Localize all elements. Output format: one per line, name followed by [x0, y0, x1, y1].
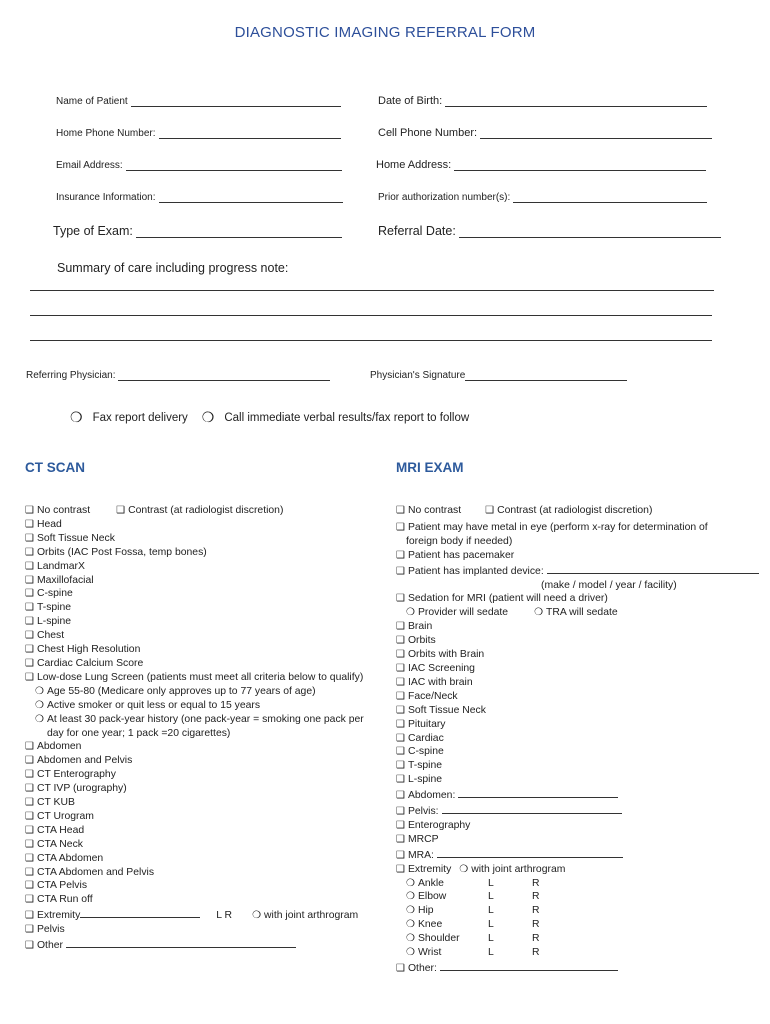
mri-joint-label: Shoulder	[417, 933, 460, 945]
ct-lung-criterion-label: Age 55-80 (Medicare only approves up to 77 years of age)	[46, 685, 316, 697]
checkbox-icon[interactable]: ❑	[25, 880, 34, 892]
mri-tra-sedate: TRA will sedate	[546, 607, 618, 619]
dob-field[interactable]	[378, 95, 707, 107]
mri-item	[396, 634, 759, 648]
home-phone-field[interactable]	[56, 128, 341, 139]
referring-physician-field[interactable]	[26, 370, 330, 381]
checkbox-icon[interactable]: ❑	[396, 549, 405, 561]
mri-other-label: Other:	[407, 963, 437, 974]
dob-label: Date of Birth:	[378, 95, 443, 107]
checkbox-icon[interactable]: ❑	[25, 741, 34, 753]
ct-other-label: Other	[36, 940, 63, 952]
ct-item-label: CTA Pelvis	[36, 880, 88, 892]
mri-item	[396, 718, 759, 732]
mri-item-label: C-spine	[407, 746, 444, 758]
mri-implanted-label: Patient has implanted device:	[407, 565, 544, 577]
mri-item-label: T-spine	[407, 760, 443, 772]
mri-exam-heading: MRI EXAM	[396, 460, 464, 475]
mri-mrcp-row	[396, 833, 759, 847]
mri-item	[396, 620, 759, 634]
ct-contrast: Contrast (at radiologist discretion)	[128, 505, 284, 516]
checkbox-icon[interactable]: ❑	[396, 849, 405, 861]
checkbox-icon[interactable]: ❑	[485, 505, 495, 516]
ct-pelvis-label: Pelvis	[36, 924, 65, 936]
ct-lung-criterion-label: Active smoker or quit less or equal to 15 years	[46, 699, 261, 711]
mri-item-label: Orbits	[407, 635, 436, 647]
ct-item-label: Low-dose Lung Screen (patients must meet all criteria below to qualify)	[36, 671, 364, 683]
ct-item-label: T-spine	[36, 602, 72, 614]
checkbox-icon[interactable]: ❑	[25, 532, 34, 544]
ct-item	[25, 643, 364, 657]
mri-mrcp-label: MRCP	[407, 833, 439, 845]
referral-date-field[interactable]	[378, 224, 721, 238]
mri-item	[396, 690, 759, 704]
mri-item	[396, 662, 759, 676]
ct-item	[25, 518, 364, 532]
radio-icon[interactable]: ❍	[406, 877, 415, 889]
checkbox-icon[interactable]: ❑	[396, 621, 405, 633]
ct-item	[25, 754, 364, 768]
ct-other-row	[25, 937, 364, 953]
checkbox-icon[interactable]: ❑	[25, 518, 34, 530]
checkbox-icon[interactable]: ❑	[396, 774, 405, 786]
ct-item	[25, 546, 364, 560]
ct-item	[25, 574, 364, 588]
ct-item	[25, 810, 364, 824]
ct-item-label: C-spine	[36, 588, 73, 600]
prior-auth-field[interactable]	[378, 192, 707, 203]
checkbox-icon[interactable]: ❑	[396, 718, 405, 730]
checkbox-icon[interactable]: ❑	[396, 863, 405, 875]
ct-item	[25, 879, 364, 893]
type-exam-field[interactable]	[53, 224, 342, 238]
mri-item	[396, 759, 759, 773]
mri-joint-left[interactable]: L	[487, 947, 494, 959]
checkbox-icon[interactable]: ❑	[116, 505, 126, 516]
mri-joint-row	[396, 904, 759, 918]
mri-joint-label: Knee	[417, 919, 443, 931]
mri-device-note: (make / model / year / facility)	[541, 579, 677, 591]
checkbox-icon[interactable]: ❑	[25, 797, 34, 809]
checkbox-icon[interactable]: ❑	[396, 521, 405, 533]
mri-joint-row	[396, 877, 759, 891]
checkbox-icon[interactable]: ❑	[25, 783, 34, 795]
checkbox-icon[interactable]: ❑	[25, 852, 34, 864]
mri-no-contrast: No contrast	[407, 505, 462, 516]
mri-joint-left[interactable]: L	[487, 877, 494, 889]
ct-item	[25, 532, 364, 546]
referring-physician-label: Referring Physician:	[26, 370, 116, 381]
ct-item	[25, 657, 364, 671]
checkbox-icon[interactable]: ❑	[25, 910, 34, 922]
mri-joint-row	[396, 890, 759, 904]
mri-joint-label: Wrist	[417, 947, 442, 959]
checkbox-icon[interactable]: ❑	[396, 790, 405, 802]
ct-item	[25, 671, 364, 685]
mri-pacemaker-label: Patient has pacemaker	[407, 549, 515, 561]
mri-joint-right[interactable]: R	[531, 891, 540, 903]
referral-date-label: Referral Date:	[378, 224, 456, 238]
mri-item	[396, 773, 759, 787]
checkbox-icon[interactable]: ❑	[25, 560, 34, 572]
radio-icon[interactable]: ❍	[406, 607, 415, 619]
checkbox-icon[interactable]: ❑	[25, 602, 34, 614]
radio-icon[interactable]: ❍	[459, 863, 469, 875]
mri-joint-label: Hip	[417, 905, 434, 917]
checkbox-icon[interactable]: ❑	[396, 635, 405, 647]
checkbox-icon[interactable]: ❑	[25, 644, 34, 656]
mri-implanted-row	[396, 563, 759, 579]
ct-item-label: CTA Head	[36, 824, 85, 836]
email-field[interactable]	[56, 160, 342, 171]
ct-item-label: Maxillofacial	[36, 574, 94, 586]
summary-label: Summary of care including progress note:	[57, 261, 289, 275]
mri-item-label: IAC with brain	[407, 676, 473, 688]
ct-contrast-row	[25, 504, 364, 518]
ct-item	[25, 824, 364, 838]
physician-signature-label: Physician's Signature	[370, 370, 466, 381]
checkbox-icon[interactable]: ❑	[396, 819, 405, 831]
ct-item-label: L-spine	[36, 616, 72, 628]
ct-item	[25, 893, 364, 907]
ct-item	[25, 560, 364, 574]
ct-item-label: CTA Neck	[36, 838, 83, 850]
mri-joint-left[interactable]: L	[487, 933, 494, 945]
summary-line-3[interactable]	[30, 340, 712, 341]
ct-item-label: Head	[36, 518, 62, 530]
ct-lung-criterion	[25, 713, 364, 727]
ct-pelvis-row	[25, 923, 364, 937]
mri-sedation-label: Sedation for MRI (patient will need a driver)	[407, 593, 608, 605]
form-title: DIAGNOSTIC IMAGING REFERRAL FORM	[234, 24, 536, 41]
radio-icon[interactable]: ❍	[35, 699, 44, 711]
mri-mra-label: MRA:	[407, 849, 434, 861]
mri-joint-label: Ankle	[417, 877, 444, 889]
ct-extremity-label: Extremity	[36, 910, 81, 922]
mri-item	[396, 676, 759, 690]
ct-item-label: Soft Tissue Neck	[36, 532, 115, 544]
fax-report-label: Fax report delivery	[92, 411, 188, 424]
home-address-field[interactable]	[376, 159, 706, 171]
ct-item	[25, 768, 364, 782]
ct-extremity-arthrogram: with joint arthrogram	[264, 910, 359, 922]
mri-item-label: Soft Tissue Neck	[407, 704, 486, 716]
checkbox-icon[interactable]: ❑	[25, 810, 34, 822]
ct-criteria-continued: day for one year; 1 pack =20 cigarettes)	[47, 727, 231, 739]
checkbox-icon[interactable]: ❑	[25, 630, 34, 642]
checkbox-icon[interactable]: ❑	[25, 755, 34, 767]
ct-item-label: CTA Abdomen and Pelvis	[36, 866, 155, 878]
checkbox-icon[interactable]: ❑	[396, 593, 405, 605]
ct-item-label: Abdomen	[36, 741, 82, 753]
mri-abdomen-label: Abdomen:	[407, 790, 456, 802]
radio-icon[interactable]: ❍	[406, 919, 415, 931]
checkbox-icon[interactable]: ❑	[25, 657, 34, 669]
radio-icon[interactable]: ❍	[534, 607, 544, 619]
ct-item-label: CTA Run off	[36, 894, 93, 906]
fax-radio-icon[interactable]: ❍	[70, 409, 83, 425]
call-report-label: Call immediate verbal results/fax report to follow	[224, 411, 470, 424]
mri-item-label: Cardiac	[407, 732, 444, 744]
ct-lung-criterion-label: At least 30 pack-year history (one pack-year = smoking one pack per	[46, 713, 364, 725]
summary-line-2[interactable]	[30, 315, 712, 316]
ct-lung-criterion	[25, 699, 364, 713]
radio-icon[interactable]: ❍	[252, 910, 262, 922]
ct-item	[25, 615, 364, 629]
physician-signature-field[interactable]	[370, 370, 627, 381]
ct-item	[25, 601, 364, 615]
cell-phone-field[interactable]	[378, 127, 712, 139]
mri-item-label: L-spine	[407, 774, 443, 786]
checkbox-icon[interactable]: ❑	[396, 806, 405, 818]
ct-item-label: Chest High Resolution	[36, 644, 141, 656]
insurance-field[interactable]	[56, 192, 343, 203]
checkbox-icon[interactable]: ❑	[25, 671, 34, 683]
ct-item-label: CT IVP (urography)	[36, 783, 127, 795]
checkbox-icon[interactable]: ❑	[25, 838, 34, 850]
checkbox-icon[interactable]: ❑	[25, 574, 34, 586]
checkbox-icon[interactable]: ❑	[396, 963, 405, 974]
checkbox-icon[interactable]: ❑	[25, 894, 34, 906]
mri-metal-row	[396, 521, 759, 535]
type-exam-label: Type of Exam:	[53, 224, 133, 238]
checkbox-icon[interactable]: ❑	[396, 690, 405, 702]
checkbox-icon[interactable]: ❑	[396, 649, 405, 661]
summary-line-1[interactable]	[30, 290, 714, 291]
patient-name-field[interactable]	[56, 96, 341, 107]
mri-pelvis-label: Pelvis:	[407, 806, 439, 818]
mri-abdomen-row	[396, 787, 759, 803]
mri-item-label: Brain	[407, 621, 433, 633]
mri-extremity-label: Extremity	[407, 863, 452, 875]
ct-item-label: CTA Abdomen	[36, 852, 104, 864]
radio-icon[interactable]: ❍	[35, 685, 44, 697]
insurance-label: Insurance Information:	[56, 192, 156, 203]
checkbox-icon[interactable]: ❑	[396, 746, 405, 758]
mri-joint-left[interactable]: L	[487, 919, 494, 931]
ct-scan-heading: CT SCAN	[25, 460, 85, 475]
radio-icon[interactable]: ❍	[35, 713, 44, 725]
mri-extremity-arthrogram: with joint arthrogram	[471, 863, 566, 875]
mri-item-label: Orbits with Brain	[407, 649, 485, 661]
cell-phone-label: Cell Phone Number:	[378, 127, 478, 139]
mri-item-label: Face/Neck	[407, 690, 458, 702]
mri-mra-row	[396, 847, 759, 863]
ct-item-label: CT KUB	[36, 797, 75, 809]
mri-joint-right[interactable]: R	[531, 933, 540, 945]
mri-metal-continued: foreign body if needed)	[406, 535, 513, 547]
ct-lung-criterion	[25, 685, 364, 699]
checkbox-icon[interactable]: ❑	[25, 616, 34, 628]
ct-item	[25, 866, 364, 880]
mri-item	[396, 732, 759, 746]
checkbox-icon[interactable]: ❑	[25, 588, 34, 600]
checkbox-icon[interactable]: ❑	[25, 824, 34, 836]
checkbox-icon[interactable]: ❑	[396, 732, 405, 744]
mri-item-label: Pituitary	[407, 718, 446, 730]
mri-joint-label: Elbow	[417, 891, 447, 903]
ct-item	[25, 740, 364, 754]
report-options	[70, 409, 469, 426]
ct-scan-column	[25, 504, 364, 953]
mri-contrast-row	[396, 504, 759, 518]
mri-metal-label: Patient may have metal in eye (perform x-ray for determination of	[407, 521, 708, 533]
home-address-label: Home Address:	[376, 159, 452, 171]
checkbox-icon[interactable]: ❑	[396, 505, 405, 516]
ct-item	[25, 629, 364, 643]
mri-sedation-options	[396, 606, 759, 620]
home-phone-label: Home Phone Number:	[56, 128, 156, 139]
mri-item-label: IAC Screening	[407, 662, 475, 674]
mri-joint-right[interactable]: R	[531, 947, 540, 959]
ct-item-label: Orbits (IAC Post Fossa, temp bones)	[36, 546, 207, 558]
ct-item-label: LandmarX	[36, 560, 85, 572]
mri-pelvis-row	[396, 803, 759, 819]
checkbox-icon[interactable]: ❑	[25, 546, 34, 558]
patient-name-label: Name of Patient	[56, 96, 128, 107]
ct-extremity-lr: L R	[216, 910, 233, 922]
mri-enterography-label: Enterography	[407, 819, 471, 831]
mri-enterography-row	[396, 819, 759, 833]
ct-item	[25, 838, 364, 852]
checkbox-icon[interactable]: ❑	[25, 940, 34, 952]
mri-joint-right[interactable]: R	[531, 905, 540, 917]
mri-contrast: Contrast (at radiologist discretion)	[497, 505, 653, 516]
checkbox-icon[interactable]: ❑	[396, 662, 405, 674]
checkbox-icon[interactable]: ❑	[25, 866, 34, 878]
mri-joint-left[interactable]: L	[487, 905, 494, 917]
checkbox-icon[interactable]: ❑	[396, 704, 405, 716]
ct-item-label: CT Enterography	[36, 769, 116, 781]
email-label: Email Address:	[56, 160, 123, 171]
mri-pacemaker-row	[396, 549, 759, 563]
ct-item-label: Cardiac Calcium Score	[36, 657, 144, 669]
radio-icon[interactable]: ❍	[406, 933, 415, 945]
mri-provider-sedate: Provider will sedate	[417, 607, 509, 619]
ct-no-contrast: No contrast	[36, 505, 91, 516]
checkbox-icon[interactable]: ❑	[396, 565, 405, 577]
checkbox-icon[interactable]: ❑	[396, 760, 405, 772]
mri-extremity-row	[396, 863, 759, 877]
ct-item	[25, 852, 364, 866]
ct-item	[25, 796, 364, 810]
mri-item	[396, 704, 759, 718]
ct-item-label: Abdomen and Pelvis	[36, 755, 133, 767]
mri-joint-row	[396, 946, 759, 960]
checkbox-icon[interactable]: ❑	[396, 676, 405, 688]
mri-joint-row	[396, 932, 759, 946]
ct-item-label: Chest	[36, 630, 65, 642]
radio-icon[interactable]: ❍	[406, 891, 415, 903]
checkbox-icon[interactable]: ❑	[25, 769, 34, 781]
ct-item	[25, 782, 364, 796]
ct-extremity-row	[25, 907, 364, 923]
prior-auth-label: Prior authorization number(s):	[378, 192, 511, 203]
mri-joint-right[interactable]: R	[531, 877, 540, 889]
ct-item	[25, 587, 364, 601]
ct-item-label: CT Urogram	[36, 810, 94, 822]
mri-joint-right[interactable]: R	[531, 919, 540, 931]
mri-joint-row	[396, 918, 759, 932]
mri-item	[396, 745, 759, 759]
mri-exam-column	[396, 504, 759, 976]
radio-icon[interactable]: ❍	[406, 905, 415, 917]
checkbox-icon[interactable]: ❑	[25, 924, 34, 936]
mri-item	[396, 648, 759, 662]
checkbox-icon[interactable]: ❑	[25, 505, 34, 516]
radio-icon[interactable]: ❍	[406, 947, 415, 959]
mri-sedation-row	[396, 592, 759, 606]
checkbox-icon[interactable]: ❑	[396, 833, 405, 845]
mri-other-row	[396, 960, 759, 976]
call-radio-icon[interactable]: ❍	[201, 409, 215, 425]
mri-joint-left[interactable]: L	[487, 891, 494, 903]
